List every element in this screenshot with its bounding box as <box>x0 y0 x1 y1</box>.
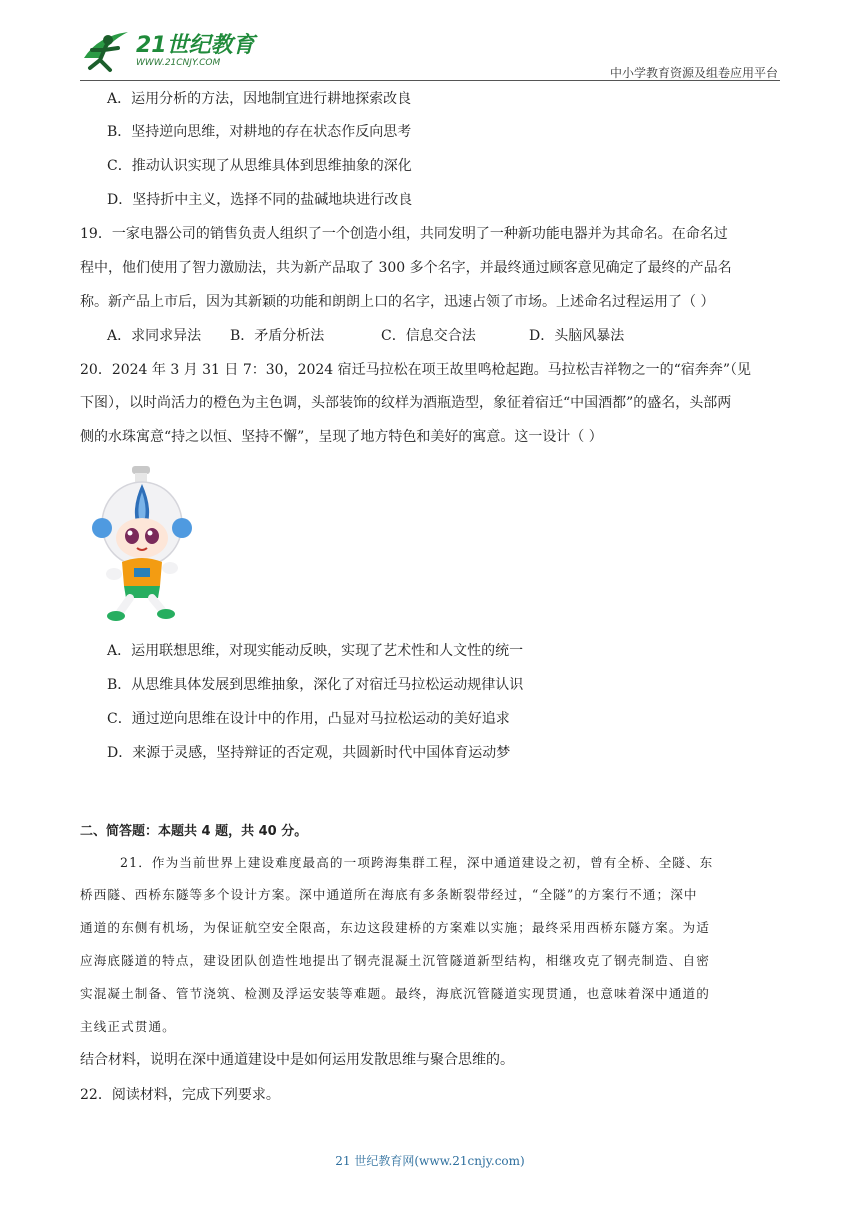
q19-stem-line-1: 19．一家电器公司的销售负责人组织了一个创造小组，共同发明了一种新功能电器并为其命名。在命名过 <box>80 226 728 242</box>
q21-material-line-2: 桥西隧、西桥东隧等多个设计方案。深中通道所在海底有多条断裂带经过，“全隧”的方案行不通；深中 <box>80 887 698 902</box>
q20-option-b: B．从思维具体发展到思维抽象，深化了对宿迁马拉松运动规律认识 <box>107 677 524 693</box>
q19-option-d: D．头脑风暴法 <box>529 328 625 344</box>
q21-material-line-3: 通道的东侧有机场，为保证航空安全限高，东边这段建桥的方案难以实施；最终采用西桥东隧方案。为适 <box>80 920 710 935</box>
logo-text: 21世纪教育 <box>136 33 255 58</box>
q18-option-b: B．坚持逆向思维，对耕地的存在状态作反向思考 <box>107 124 412 140</box>
q21-material-line-6: 主线正式贯通。 <box>80 1019 176 1034</box>
page-header <box>0 0 860 80</box>
header-divider <box>80 80 780 81</box>
platform-name: 中小学教育资源及组卷应用平台 <box>609 66 778 80</box>
q19-stem-line-3: 称。新产品上市后，因为其新颖的功能和朗朗上口的名字，迅速占领了市场。上述命名过程运用了（ ） <box>80 294 715 310</box>
q18-option-a: A．运用分析的方法，因地制宜进行耕地探索改良 <box>107 91 412 107</box>
q19-stem-line-2: 程中，他们使用了智力激励法，共为新产品取了 300 多个名字，并最终通过顾客意见确定了最终的产品名 <box>80 260 732 276</box>
q20-option-a: A．运用联想思维，对现实能动反映，实现了艺术性和人文性的统一 <box>107 643 524 659</box>
q20-stem-line-1: 20．2024 年 3 月 31 日 7：30，2024 宿迁马拉松在项王故里鸣枪起跑。马拉松吉祥物之一的“宿奔奔”（见 <box>80 362 751 378</box>
q21-material-line-5: 实混凝土制备、管节浇筑、检测及浮运安装等难题。最终，海底沉管隧道实现贯通，也意味着深中通道的 <box>80 986 710 1001</box>
mascot-illustration <box>90 462 195 622</box>
q22-stem: 22．阅读材料，完成下列要求。 <box>80 1087 280 1103</box>
section-title: 二、简答题：本题共 4 题，共 40 分。 <box>80 824 308 839</box>
q20-stem-line-2: 下图），以时尚活力的橙色为主色调，头部装饰的纹样为酒瓶造型，象征着宿迁“中国酒都”的盛名，头部两 <box>80 395 732 411</box>
q21-material-line-1: 21．作为当前世界上建设难度最高的一项跨海集群工程，深中通道建设之初，曾有全桥、全隧、东 <box>120 855 714 870</box>
q21-question: 结合材料，说明在深中通道建设中是如何运用发散思维与聚合思维的。 <box>80 1052 514 1068</box>
q19-option-c: C．信息交合法 <box>381 328 476 344</box>
q20-option-d: D．来源于灵感，坚持辩证的否定观，共圆新时代中国体育运动梦 <box>107 745 511 761</box>
runner-logo-icon <box>78 28 134 74</box>
q20-stem-line-3: 侧的水珠寓意“持之以恒、坚持不懈”，呈现了地方特色和美好的寓意。这一设计（ ） <box>80 429 603 445</box>
q19-option-a: A．求同求异法 <box>107 328 202 344</box>
page-footer: 21 世纪教育网(www.21cnjy.com) <box>335 1154 525 1168</box>
logo-url: WWW.21CNJY.COM <box>136 58 221 68</box>
q20-option-c: C．通过逆向思维在设计中的作用，凸显对马拉松运动的美好追求 <box>107 711 510 727</box>
q18-option-c: C．推动认识实现了从思维具体到思维抽象的深化 <box>107 158 412 174</box>
q19-options <box>107 326 624 346</box>
q18-option-d: D．坚持折中主义，选择不同的盐碱地块进行改良 <box>107 192 413 208</box>
site-logo <box>78 28 258 78</box>
q21-material-line-4: 应海底隧道的特点，建设团队创造性地提出了钢壳混凝土沉管隧道新型结构，相继攻克了钢壳制造、自密 <box>80 953 710 968</box>
q19-option-b: B．矛盾分析法 <box>230 328 325 344</box>
